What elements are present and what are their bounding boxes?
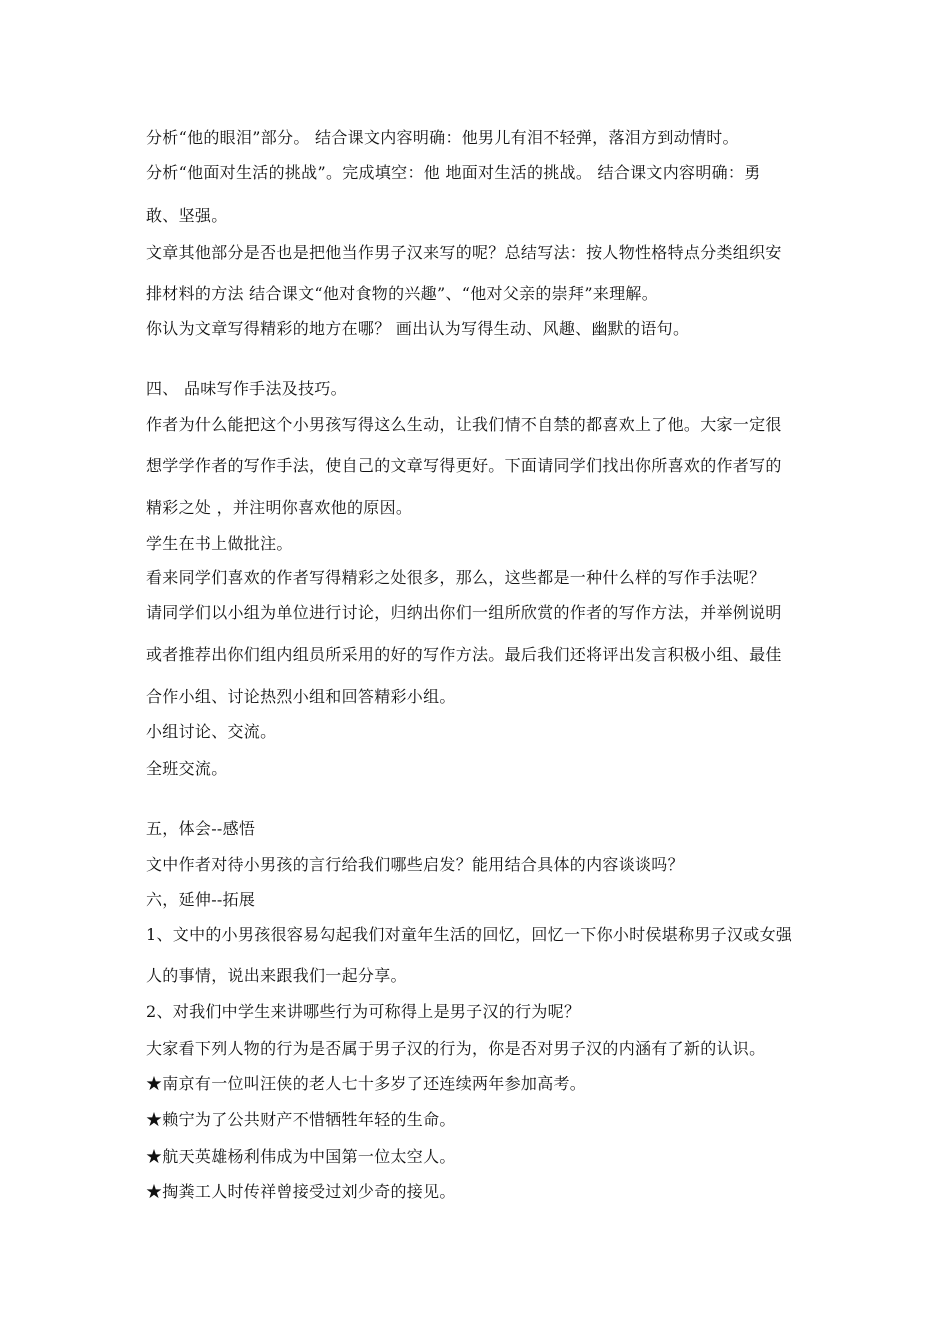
paragraph-line: 排材料的方法 结合课文“他对食物的兴趣”、“他对父亲的崇拜”来理解。 <box>146 284 659 303</box>
paragraph-line: 你认为文章写得精彩的地方在哪？ 画出认为写得生动、风趣、幽默的语句。 <box>146 319 690 338</box>
paragraph-line: 2、对我们中学生来讲哪些行为可称得上是男子汉的行为呢？ <box>146 1002 581 1021</box>
paragraph-line: 1、文中的小男孩很容易勾起我们对童年生活的回忆，回忆一下你小时侯堪称男子汉或女强 <box>146 925 793 944</box>
paragraph-line: 看来同学们喜欢的作者写得精彩之处很多，那么，这些都是一种什么样的写作手法呢？ <box>146 568 766 587</box>
list-item: ★掏粪工人时传祥曾接受过刘少奇的接见。 <box>146 1182 456 1201</box>
paragraph-line: 请同学们以小组为单位进行讨论，归纳出你们一组所欣赏的作者的写作方法，并举例说明 <box>146 603 782 622</box>
section-heading: 四、 品味写作手法及技巧。 <box>146 379 347 398</box>
section-heading: 五，体会--感悟 <box>146 819 256 838</box>
paragraph-line: 人的事情，说出来跟我们一起分享。 <box>146 966 407 985</box>
paragraph-line: 文中作者对待小男孩的言行给我们哪些启发？能用结合具体的内容谈谈吗？ <box>146 855 684 874</box>
paragraph-line: 分析“他面对生活的挑战”。完成填空：他 地面对生活的挑战。 结合课文内容明确：勇 <box>146 163 761 182</box>
section-heading: 六，延伸--拓展 <box>146 890 256 909</box>
paragraph-line: 全班交流。 <box>146 759 228 778</box>
paragraph-line: 大家看下列人物的行为是否属于男子汉的行为，你是否对男子汉的内涵有了新的认识。 <box>146 1039 766 1058</box>
list-item: ★南京有一位叫汪侠的老人七十多岁了还连续两年参加高考。 <box>146 1074 587 1093</box>
paragraph-line: 想学学作者的写作手法，使自己的文章写得更好。下面请同学们找出你所喜欢的作者写的 <box>146 456 782 475</box>
paragraph-line: 作者为什么能把这个小男孩写得这么生动，让我们情不自禁的都喜欢上了他。大家一定很 <box>146 415 782 434</box>
paragraph-line: 敢、坚强。 <box>146 206 228 225</box>
paragraph-line: 小组讨论、交流。 <box>146 722 277 741</box>
paragraph-line: 分析“他的眼泪”部分。 结合课文内容明确：他男儿有泪不轻弹，落泪方到动情时。 <box>146 128 739 147</box>
list-item: ★航天英雄杨利伟成为中国第一位太空人。 <box>146 1147 456 1166</box>
paragraph-line: 或者推荐出你们组内组员所采用的好的写作方法。最后我们还将评出发言积极小组、最佳 <box>146 645 782 664</box>
paragraph-line: 精彩之处 ，并注明你喜欢他的原因。 <box>146 498 413 517</box>
paragraph-line: 文章其他部分是否也是把他当作男子汉来写的呢？总结写法：按人物性格特点分类组织安 <box>146 243 782 262</box>
list-item: ★赖宁为了公共财产不惜牺牲年轻的生命。 <box>146 1110 456 1129</box>
paragraph-line: 学生在书上做批注。 <box>146 534 293 553</box>
paragraph-line: 合作小组、讨论热烈小组和回答精彩小组。 <box>146 687 456 706</box>
